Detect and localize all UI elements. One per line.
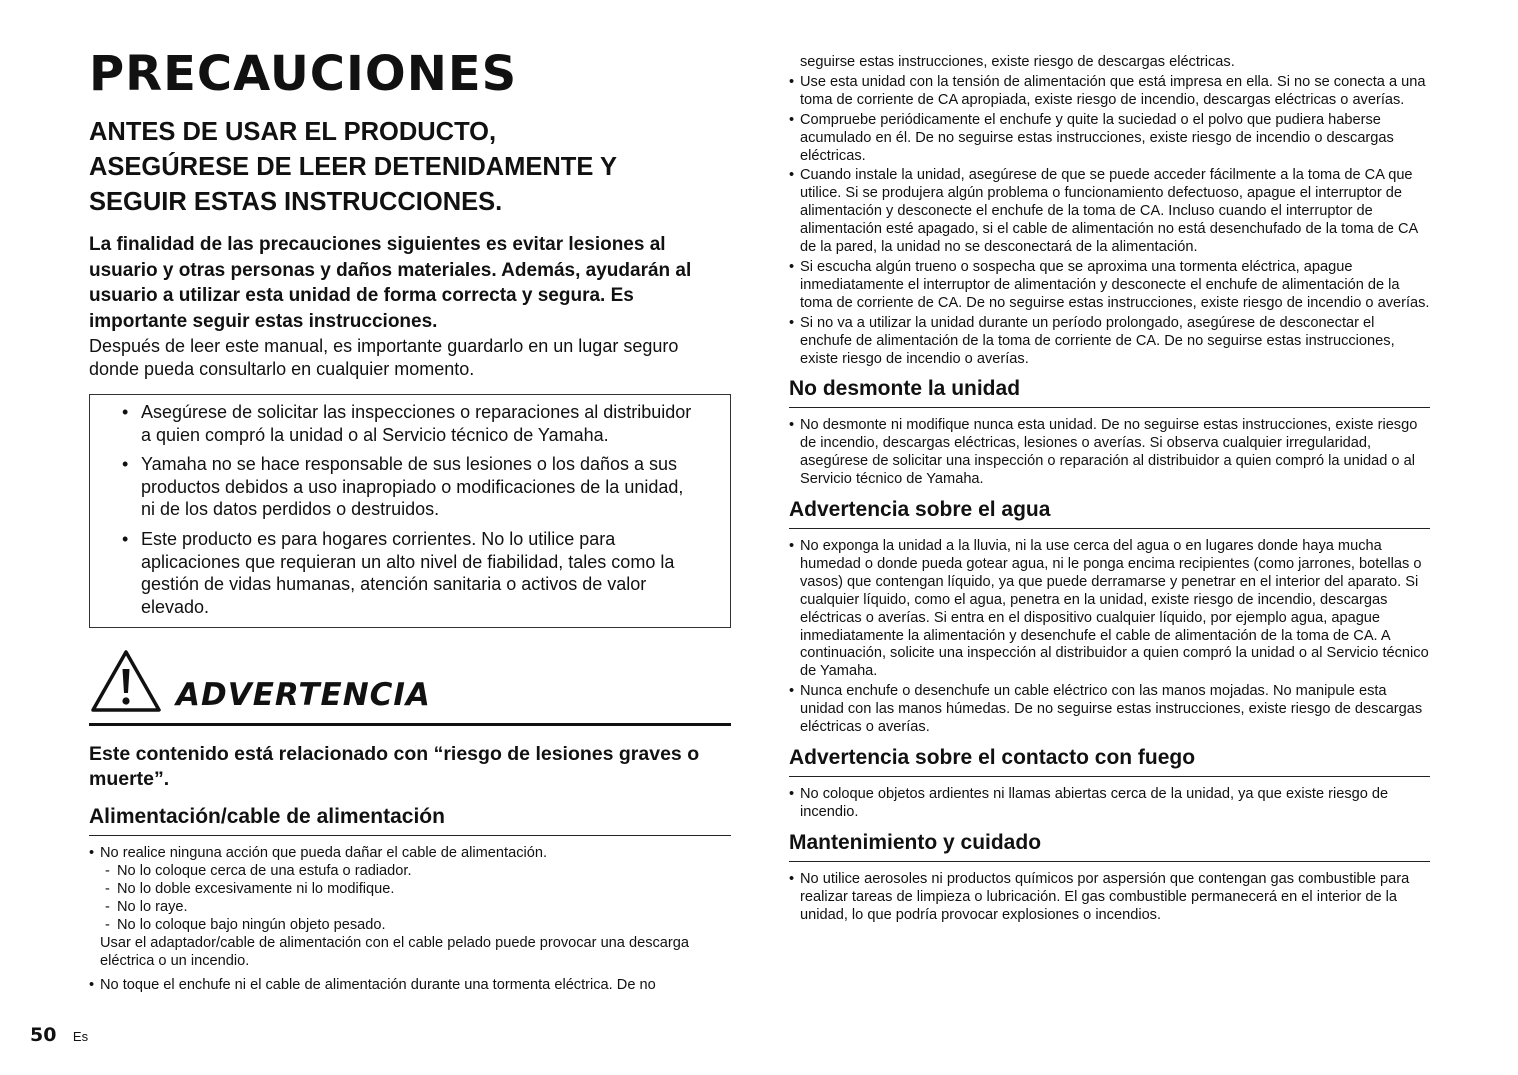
bullet: • — [122, 402, 129, 422]
warning-description: Este contenido está relacionado con “riesgo de lesiones graves o muerte”. — [89, 743, 700, 791]
bullet: • — [89, 976, 95, 993]
list-item — [789, 259, 1430, 313]
list-item — [789, 538, 1430, 681]
sub-list-item — [100, 863, 731, 881]
bullet: • — [789, 258, 795, 275]
sub-list-item — [100, 881, 731, 899]
list-item-text: Compruebe periódicamente el enchufe y quite la suciedad o el polvo que pudiera haberse acumulado en él. De no seguirse estas instrucciones, existe riesgo de incendio o descargas eléctricas. — [800, 111, 1394, 164]
bullet: • — [122, 528, 129, 549]
bullet: • — [789, 73, 795, 90]
list-item-text: Nunca enchufe o desenchufe un cable eléctrico con las manos mojadas. No manipule esta unidad con las manos húmedas. De no seguirse estas instrucciones, existe riesgo de descargas eléctricas o averías. — [800, 683, 1423, 736]
subtitle-line: ANTES DE USAR EL PRODUCTO, — [89, 118, 497, 146]
list-item-text: No toque el enchufe ni el cable de alimentación durante una tormenta eléctrica. De no — [100, 976, 656, 993]
intro-text: Después de leer este manual, es importante guardarlo en un lugar seguro donde pueda consultarlo en cualquier momento. — [89, 336, 679, 379]
bullet: • — [789, 417, 795, 434]
page-number: 50 — [30, 1024, 57, 1046]
notice-box — [89, 394, 731, 628]
sub-list-item — [100, 917, 731, 935]
notice-item — [114, 401, 700, 446]
list-item-text: Si no va a utilizar la unidad durante un período prolongado, asegúrese de desconectar el enchufe de alimentación de la toma de corriente de CA. De no seguirse estas instrucciones, existe riesgo de incendio o averías. — [800, 314, 1395, 367]
list-item-text: Si escucha algún trueno o sospecha que se aproxima una tormenta eléctrica, apague inmediatamente el interruptor de alimentación y desconecte el enchufe de alimentación de la toma de corriente de CA. De no seguirse estas instrucciones, existe riesgo de incendio o averías. — [800, 258, 1430, 311]
sub-list-item-text: No lo coloque bajo ningún objeto pesado. — [117, 916, 386, 933]
list-item — [789, 315, 1430, 369]
section-heading-power: Alimentación/cable de alimentación — [89, 804, 731, 836]
power-list-continued — [789, 74, 1430, 369]
sub-list-item-text: No lo raye. — [117, 899, 188, 916]
list-item — [89, 977, 731, 995]
list-item — [789, 786, 1430, 822]
notice-item-text: Este producto es para hogares corrientes. No lo utilice para aplicaciones que requieran un alto nivel de fiabilidad, tales como la gestión de vidas humanas, atención sanitaria o activos de valor elevado. — [141, 528, 675, 617]
section-heading-maintenance: Mantenimiento y cuidado — [789, 830, 1430, 862]
warning-triangle-icon — [90, 649, 162, 713]
intro-bold: La finalidad de las precauciones siguientes es evitar lesiones al usuario y otras personas y daños materiales. Además, ayudarán al usuario a utilizar esta unidad de forma correcta y segura. Es importante seguir estas instrucciones. — [89, 234, 692, 332]
list-item — [789, 112, 1430, 166]
warning-header — [89, 649, 731, 726]
dash: - — [105, 916, 110, 933]
maintenance-list — [789, 871, 1430, 925]
list-item — [789, 683, 1430, 737]
bullet: • — [789, 314, 795, 331]
list-item — [789, 417, 1430, 489]
bullet: • — [789, 870, 795, 887]
subtitle-line: ASEGÚRESE DE LEER DETENIDAMENTE Y — [89, 153, 618, 181]
bullet: • — [789, 683, 795, 700]
list-item-text: Cuando instale la unidad, asegúrese de que se puede acceder fácilmente a la toma de CA que utilice. Si se produjera algún problema o funcionamiento defectuoso, apague el interruptor de alimentación y desconecte el enchufe de la toma de CA. Incluso cuando el interruptor de alimentación esté apagado, si el cable de alimentación no está desenchufado de la toma de CA de la pared, la unidad no se desconectará de la alimentación. — [800, 167, 1418, 256]
page-title: PRECAUCIONES — [89, 46, 518, 102]
bullet: • — [89, 845, 95, 862]
list-item-text: No coloque objetos ardientes ni llamas abiertas cerca de la unidad, ya que existe riesgo de incendio. — [800, 786, 1389, 820]
list-item-text: No exponga la unidad a la lluvia, ni la use cerca del agua o en lugares donde haya mucha humedad o donde pueda gotear agua, ni le ponga encima recipientes (como jarrones, botellas o vasos) que contengan líquido, ya que puede derramarse y penetrar en el interior del aparato. Si cualquier líquido, como el agua, penetra en la unidad, existe riesgo de incendio, descargas eléctricas o averías. Si entra en el dispositivo cualquier líquido, por ejemplo agua, apague inmediatamente la alimentación y desenchufe el cable de alimentación de la toma de CA. A continuación, solicite una inspección al distribuidor a quien compró la unidad o al Servicio técnico de Yamaha. — [800, 538, 1429, 680]
section-heading-fire: Advertencia sobre el contacto con fuego — [789, 745, 1430, 777]
bullet: • — [789, 786, 795, 802]
sub-list-item — [100, 899, 731, 917]
bullet: • — [789, 167, 795, 184]
bullet: • — [122, 454, 129, 475]
dash: - — [105, 881, 110, 898]
sub-list — [100, 863, 731, 935]
power-list — [89, 845, 731, 994]
water-list — [789, 538, 1430, 737]
sub-list-item-text: No lo doble excesivamente ni lo modifique. — [117, 881, 395, 898]
list-item — [789, 871, 1430, 925]
warning-title: ADVERTENCIA — [176, 677, 431, 714]
dash: - — [105, 863, 110, 880]
list-item-text: No desmonte ni modifique nunca esta unidad. De no seguirse estas instrucciones, existe riesgo de incendio, descargas eléctricas, lesiones o averías. Si observa cualquier irregularidad, asegúrese de solicitar una inspección o reparación al distribuidor a quien compró la unidad o al Servicio técnico de Yamaha. — [800, 417, 1418, 488]
section-heading-water: Advertencia sobre el agua — [789, 497, 1430, 529]
bullet: • — [789, 538, 795, 555]
notice-list — [114, 401, 700, 618]
notice-item-text: Yamaha no se hace responsable de sus lesiones o los daños a sus productos debidos a uso inapropiado o modificaciones de la unidad, ni de los datos perdidos o destruidos. — [141, 454, 684, 520]
list-item-note: Usar el adaptador/cable de alimentación con el cable pelado puede provocar una descarga eléctrica o un incendio. — [100, 934, 690, 969]
page-subtitle — [89, 115, 731, 220]
list-item-text: No realice ninguna acción que pueda dañar el cable de alimentación. — [100, 845, 548, 862]
continued-text: seguirse estas instrucciones, existe riesgo de descargas eléctricas. — [800, 54, 1235, 70]
subtitle-line: SEGUIR ESTAS INSTRUCCIONES. — [89, 188, 503, 216]
left-column — [89, 46, 731, 995]
list-item — [789, 167, 1430, 257]
dash: - — [105, 899, 110, 916]
section-heading-disassemble: No desmonte la unidad — [789, 376, 1430, 408]
list-item — [789, 74, 1430, 110]
notice-item-text: Asegúrese de solicitar las inspecciones o reparaciones al distribuidor a quien compró la unidad o al Servicio técnico de Yamaha. — [141, 402, 692, 445]
fire-list — [789, 786, 1430, 822]
list-item — [89, 845, 731, 970]
list-item-text: No utilice aerosoles ni productos químicos por aspersión que contengan gas combustible para realizar tareas de limpieza o lubricación. El gas combustible permanecerá en el interior de la unidad, lo que podría provocar explosiones o incendios. — [800, 870, 1410, 923]
page-language: Es — [72, 1029, 89, 1044]
sub-list-item-text: No lo coloque cerca de una estufa o radiador. — [117, 863, 412, 880]
page-footer — [30, 1024, 88, 1046]
bullet: • — [789, 111, 795, 128]
right-column — [789, 54, 1430, 925]
notice-item — [114, 528, 700, 618]
disassemble-list — [789, 417, 1430, 489]
notice-item — [114, 453, 700, 521]
list-item-text: Use esta unidad con la tensión de alimentación que está impresa en ella. Si no se conecta a una toma de corriente de CA apropiada, existe riesgo de incendio, descargas eléctricas o averías. — [800, 73, 1426, 108]
